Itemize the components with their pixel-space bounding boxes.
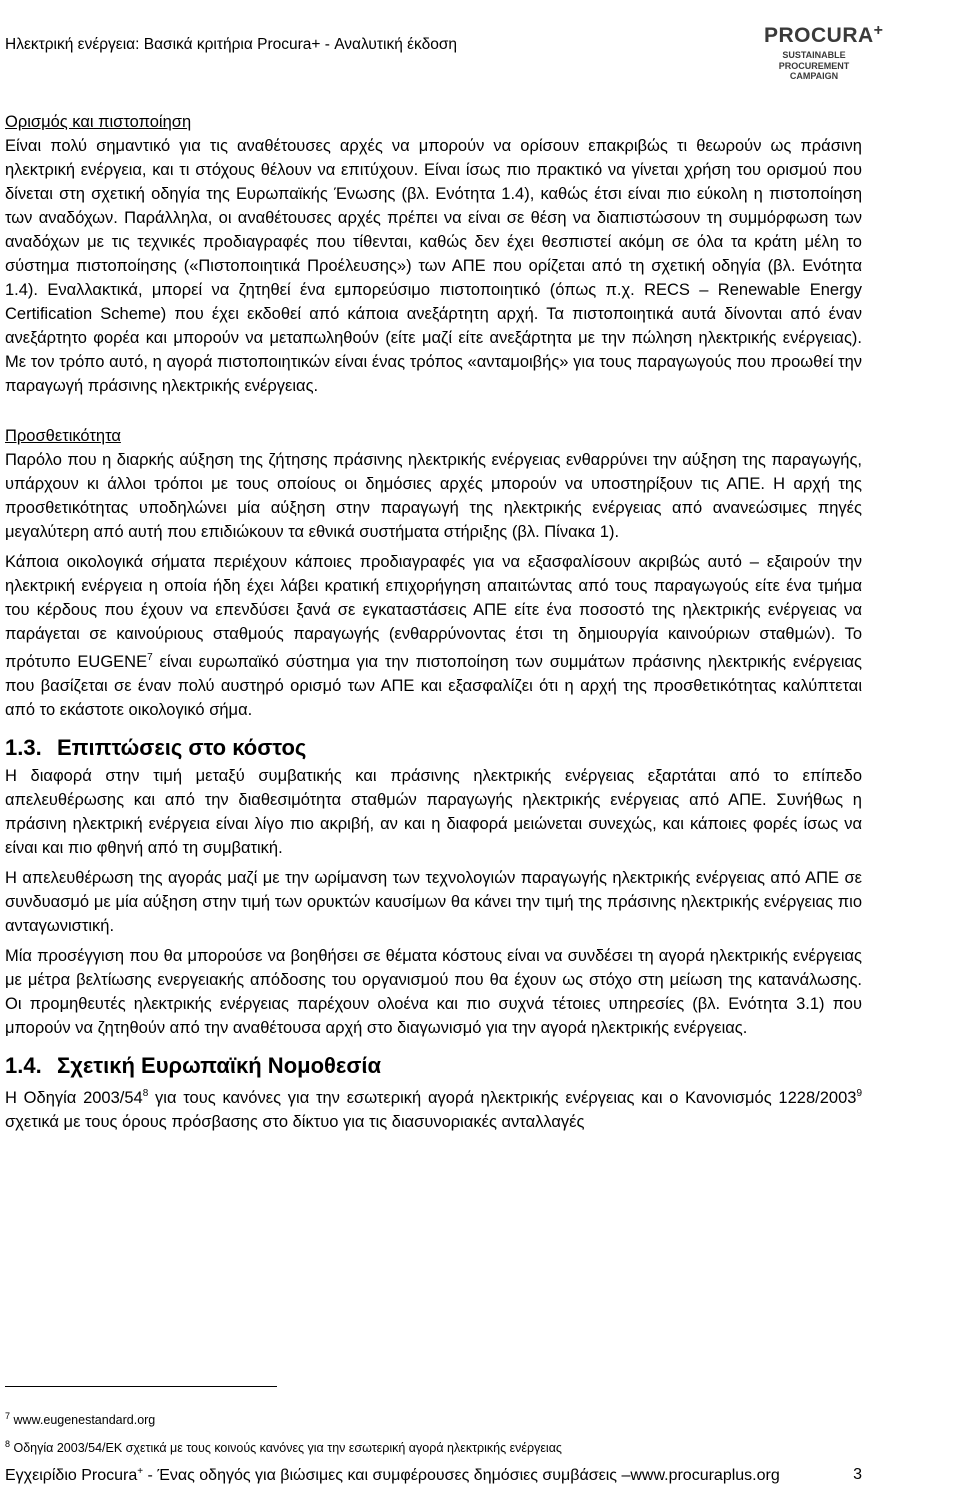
subheading-definition: Ορισμός και πιστοποίηση: [5, 113, 192, 131]
document-footer: Εγχειρίδιο Procura+ - Ένας οδηγός για βιώσιμες και συμφέρουσες δημόσιες συμβάσεις –www.procuraplus.org 3: [5, 1466, 862, 1484]
document-header: Ηλεκτρική ενέργεια: Βασικά κριτήρια Procura+ - Αναλυτική έκδοση: [5, 36, 458, 53]
footnote-separator: [5, 1386, 277, 1387]
document-body: [5, 110, 862, 1140]
footnote-ref-8: 8: [142, 1088, 149, 1099]
paragraph-additionality-2: Κάποια οικολογικά σήματα περιέχουν κάποιες προδιαγραφές για να εξασφαλίσουν ακριβώς αυτό – εξαιρούν την ηλεκτρική ενέργεια η οποία ήδη έχει λάβει κρατική επιχορήγηση απαιτώντας από τους παραγωγούς είτε ένα τμήμα του κέρδους που έχουν να επενδύσει ξανά σε εγκαταστάσεις ΑΠΕ είτε ένα ποσοστό της ηλεκτρικής ενέργειας να παράγεται σε καινούριους σταθμούς παραγωγής (ενθαρρύνοντας έτσι τη δημιουργία καινούριων σταθμών). Το πρότυπο EUGENE$^7$ είναι ευρωπαϊκό σύστημα για την πιστοποίηση των συμμάτων πράσινης ηλεκτρικής ενέργειας που βασίζεται σε έναν πολύ αυστηρό ορισμό των ΑΠΕ και εξασφαλίζει ότι η αρχή της προσθετικότητας καλύπτεται από το εκάστοτε οικολογικό σήμα.: [5, 553, 862, 719]
logo-tagline: SUSTAINABLE PROCUREMENT CAMPAIGN: [778, 50, 850, 81]
paragraph-definition: Είναι πολύ σημαντικό για τις αναθέτουσες αρχές να μπορούν να ορίσουν επακριβώς τι θεωρούν ως πράσινη ηλεκτρική ενέργεια, και τι στόχους θέλουν να επιτύχουν. Είναι ίσως πιο πρακτικό να γίνεται χρήση του ορισμού που δίνεται στη σχετική οδηγία της Ευρωπαϊκής Ένωσης (βλ. Ενότητα 1.4), καθώς έτσι είναι πιο εύκολη η πιστοποίηση των αναδόχων. Παράλληλα, οι αναθέτουσες αρχές πρέπει να είναι σε θέση να διαπιστώσουν τη συμμόρφωση των αναδόχων με τις τεχνικές προδιαγραφές που τίθενται, καθώς δεν έχει θεσπιστεί ακόμη σε όλα τα κράτη μέλη το σύστημα πιστοποίησης («Πιστοποιητικά Προέλευσης») των ΑΠΕ που ορίζεται από τη σχετική οδηγία (βλ. Ενότητα 1.4). Εναλλακτικά, μπορεί να ζητηθεί ένα εμπορεύσιμο πιστοποιητικό (όπως π.χ. RECS – Renewable Energy Certification Scheme) που έχει εκδοθεί από κάποια ανεξάρτητη αρχή. Τα πιστοποιητικά αυτά δίνονται από έναν ανεξάρτητο φορέα και μπορούν να μεταπωληθούν (είτε μαζί είτε ανεξάρτητα με την πώληση ηλεκτρικής ενέργειας). Με τον τρόπο αυτό, η αγορά πιστοποιητικών είναι ένας τρόπος «ανταμοιβής» για τους παραγωγούς που προωθεί την παραγωγή πράσινης ηλεκτρικής ενέργειας.: [5, 137, 862, 395]
footnote-ref-9: 9: [856, 1088, 862, 1099]
footnote-7: $^7$ www.eugenestandard.org: [5, 1411, 156, 1427]
procura-logo: [764, 22, 884, 82]
paragraph-cost-1: Η διαφορά στην τιμή μεταξύ συμβατικής και πράσινης ηλεκτρικής ενέργειας εξαρτάται από το επίπεδο απελευθέρωσης και από την διαθεσιμότητα σταθμών παραγωγής ηλεκτρικής ενέργειας από ΑΠΕ. Συνήθως η πράσινη ηλεκτρική ενέργεια είναι λίγο πιο ακριβή, αν και η διαφορά μειώνεται συνεχώς, και κάποιες φορές ίσως να είναι και πιο φθηνή από τη συμβατική.: [5, 767, 862, 857]
page-number: 3: [853, 1466, 862, 1483]
paragraph-cost-2: Η απελευθέρωση της αγοράς μαζί με την ωρίμανση των τεχνολογιών παραγωγής ηλεκτρικής ενέργειας από ΑΠΕ σε συνδυασμό με μία αύξηση στην τιμή των ορυκτών καυσίμων θα κάνει την τιμή της πράσινης ηλεκτρικής ενέργειας πιο ανταγωνιστική.: [5, 869, 862, 935]
footnote-ref-7: 7: [147, 652, 153, 663]
footnote-8: $^8$ Οδηγία 2003/54/ΕΚ σχετικά με τους κοινούς κανόνες για την εσωτερική αγορά ηλεκτρικής ενέργειας: [5, 1439, 562, 1455]
paragraph-legislation: Η Οδηγία 2003/54$^8$ για τους κανόνες για την εσωτερική αγορά ηλεκτρικής ενέργειας και ο Κανονισμός 1228/2003$^9$ σχετικά με τους όρους πρόσβασης στο δίκτυο για τις διασυνοριακές ανταλλαγές: [5, 1088, 862, 1131]
section-heading-1-3: 1.3. Επιπτώσεις στο κόστος: [5, 735, 307, 760]
subheading-additionality: Προσθετικότητα: [5, 427, 121, 445]
paragraph-cost-3: Μία προσέγγιση που θα μπορούσε να βοηθήσει σε θέματα κόστους είναι να συνδέσει τη αγορά ηλεκτρικής ενέργειας με μέτρα βελτίωσης ενεργειακής απόδοσης του οργανισμού που θα έχουν ως στόχο στη μείωση της κατανάλωσης. Οι προμηθευτές ηλεκτρικής ενέργειας παρέχουν ολοένα και πιο συχνά τέτοιες υπηρεσίες (βλ. Ενότητα 3.1) που μπορούν να ζητηθούν από την αναθέτουσα αρχή στο διαγωνισμό για την αγορά ηλεκτρικής ενέργειας.: [5, 947, 862, 1037]
section-heading-1-4: 1.4. Σχετική Ευρωπαϊκή Νομοθεσία: [5, 1053, 382, 1078]
paragraph-additionality-1: Παρόλο που η διαρκής αύξηση της ζήτησης πράσινης ηλεκτρικής ενέργειας ενθαρρύνει την αύξηση της παραγωγής, υπάρχουν κι άλλοι τρόποι με τους οποίους οι δημόσιες αρχές μπορούν να υποστηρίξουν τις ΑΠΕ. Η αρχή της προσθετικότητας υποδηλώνει μία αύξηση στην παραγωγή της ηλεκτρικής ενέργειας από ανανεώσιμες πηγές μεγαλύτερη από αυτή που επιδιώκουν τα εθνικά συστήματα στήριξης (βλ. Πίνακα 1).: [5, 451, 862, 541]
footnotes: [5, 1404, 562, 1460]
logo-wordmark: PROCURA+: [764, 22, 884, 47]
